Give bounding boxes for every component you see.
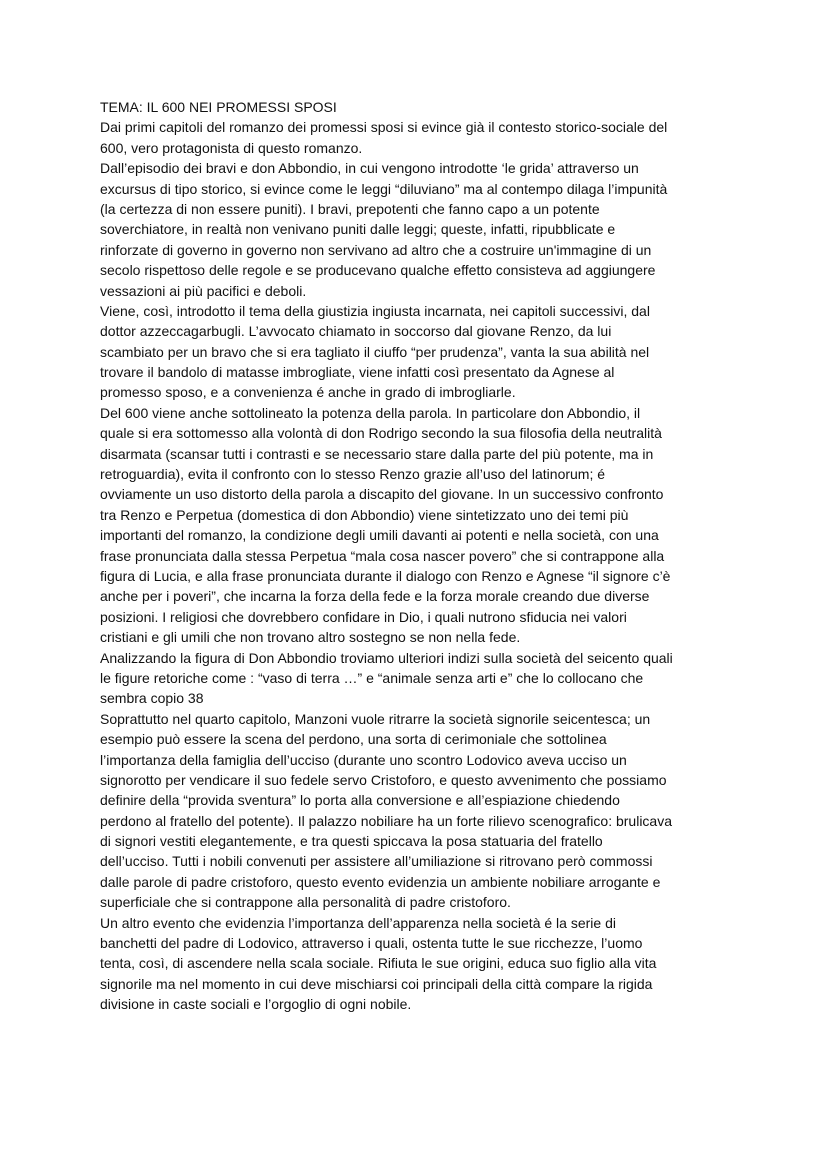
text-line: l’importanza della famiglia dell’ucciso (durante uno scontro Lodovico aveva ucciso un — [100, 751, 627, 768]
text-line: cristiani e gli umili che non trovano altro sostegno se non nella fede. — [100, 629, 521, 646]
text-line: Analizzando la figura di Don Abbondio troviamo ulteriori indizi sulla società del seicento quali — [100, 649, 673, 666]
document-page — [100, 97, 728, 1015]
text-line: scambiato per un bravo che si era tagliato il ciuffo “per prudenza”, vanta la sua abilità nel — [100, 343, 650, 360]
text-line: importanti del romanzo, la condizione degli umili davanti ai potenti e nella società, con una — [100, 527, 659, 544]
document-body — [100, 117, 728, 1014]
text-line: Viene, così, introdotto il tema della giustizia ingiusta incarnata, nei capitoli successivi, dal — [100, 302, 650, 319]
text-line: promesso sposo, e a convenienza é anche in grado di imbrogliarle. — [100, 384, 516, 401]
text-line: retroguardia), evita il confronto con lo stesso Renzo grazie all’uso del latinorum; é — [100, 466, 606, 483]
text-line: signorotto per vendicare il suo fedele servo Cristoforo, e questo avvenimento che possiamo — [100, 771, 667, 788]
text-line: di signori vestiti elegantemente, e tra questi spiccava la posa statuaria del fratello — [100, 833, 603, 850]
text-line: Un altro evento che evidenzia l’importanza dell’apparenza nella società é la serie di — [100, 914, 616, 931]
text-line: sembra copio 38 — [100, 690, 204, 707]
text-line: Del 600 viene anche sottolineato la potenza della parola. In particolare don Abbondio, il — [100, 404, 641, 421]
text-line: (la certezza di non essere puniti). I bravi, prepotenti che fanno capo a un potente — [100, 200, 600, 217]
text-line: figura di Lucia, e alla frase pronunciata durante il dialogo con Renzo e Agnese “il signore c’è — [100, 568, 671, 584]
text-line: esempio può essere la scena del perdono, una sorta di cerimoniale che sottolinea — [100, 731, 607, 748]
text-line: divisione in caste sociali e l’orgoglio di ogni nobile. — [100, 996, 412, 1013]
text-line: tenta, così, di ascendere nella scala sociale. Rifiuta le sue origini, educa suo figlio alla vita — [100, 955, 657, 972]
text-line: rinforzate di governo in governo non servivano ad altro che a costruire un'immagine di un — [100, 241, 652, 258]
text-line: Dai primi capitoli del romanzo dei promessi sposi si evince già il contesto storico-sociale del — [100, 119, 668, 136]
text-line: disarmata (scansar tutti i contrasti e se necessario stare dalla parte del più potente, ma in — [100, 445, 654, 462]
text-line: frase pronunciata dalla stessa Perpetua “mala cosa nascer povero” che si contrappone alla — [100, 547, 665, 564]
text-line: quale si era sottomesso alla volontà di don Rodrigo secondo la sua filosofia della neutralità — [100, 425, 662, 442]
text-line: Soprattutto nel quarto capitolo, Manzoni vuole ritrarre la società signorile seicentesca; un — [100, 710, 651, 727]
text-line: dalle parole di padre cristoforo, questo evento evidenzia un ambiente nobiliare arrogante e — [100, 873, 661, 890]
text-line: trovare il bandolo di matasse imbrogliate, viene infatti così presentato da Agnese al — [100, 364, 615, 381]
text-line: superficiale che si contrappone alla personalità di padre cristoforo. — [100, 894, 511, 911]
text-line: dell’ucciso. Tutti i nobili convenuti per assistere all’umiliazione si ritrovano però commossi — [100, 853, 653, 870]
text-line: secolo rispettoso delle regole e se producevano qualche effetto consisteva ad aggiungere — [100, 262, 656, 279]
text-line: soverchiatore, in realtà non venivano puniti dalle leggi; queste, infatti, ripubblicate e — [100, 221, 616, 238]
text-line: le figure retoriche come : “vaso di terra …” e “animale senza arti e” che lo collocano che — [100, 669, 644, 686]
text-line: 600, vero protagonista di questo romanzo. — [100, 139, 363, 156]
text-line: signorile ma nel momento in cui deve mischiarsi coi principali della città compare la rigida — [100, 975, 653, 992]
text-line: Dall’episodio dei bravi e don Abbondio, in cui vengono introdotte ‘le grida’ attraverso un — [100, 160, 639, 177]
text-line: tra Renzo e Perpetua (domestica di don Abbondio) viene sintetizzato uno dei temi più — [100, 506, 629, 523]
text-line: posizioni. I religiosi che dovrebbero confidare in Dio, i quali nutrono sfiducia nei valori — [100, 608, 627, 625]
text-line: definire della “provida sventura” lo porta alla conversione e all’espiazione chiedendo — [100, 792, 620, 809]
text-line: vessazioni ai più pacifici e deboli. — [100, 282, 307, 299]
text-line: perdono al fratello del potente). Il palazzo nobiliare ha un forte rilievo scenografico: brulicava — [100, 812, 673, 829]
document-title: TEMA: IL 600 NEI PROMESSI SPOSI — [100, 99, 337, 115]
text-line: banchetti del padre di Lodovico, attraverso i quali, ostenta tutte le sue ricchezze, l’uomo — [100, 935, 643, 952]
text-line: dottor azzeccagarbugli. L’avvocato chiamato in soccorso dal giovane Renzo, da lui — [100, 323, 612, 340]
text-line: excursus di tipo storico, si evince come le leggi “diluviano” ma al contempo dilaga l’impunità — [100, 180, 668, 197]
text-line: anche per i poveri”, che incarna la forza della fede e la forza morale creando due diverse — [100, 588, 650, 605]
text-line: ovviamente un uso distorto della parola a discapito del giovane. In un successivo confronto — [100, 486, 664, 503]
